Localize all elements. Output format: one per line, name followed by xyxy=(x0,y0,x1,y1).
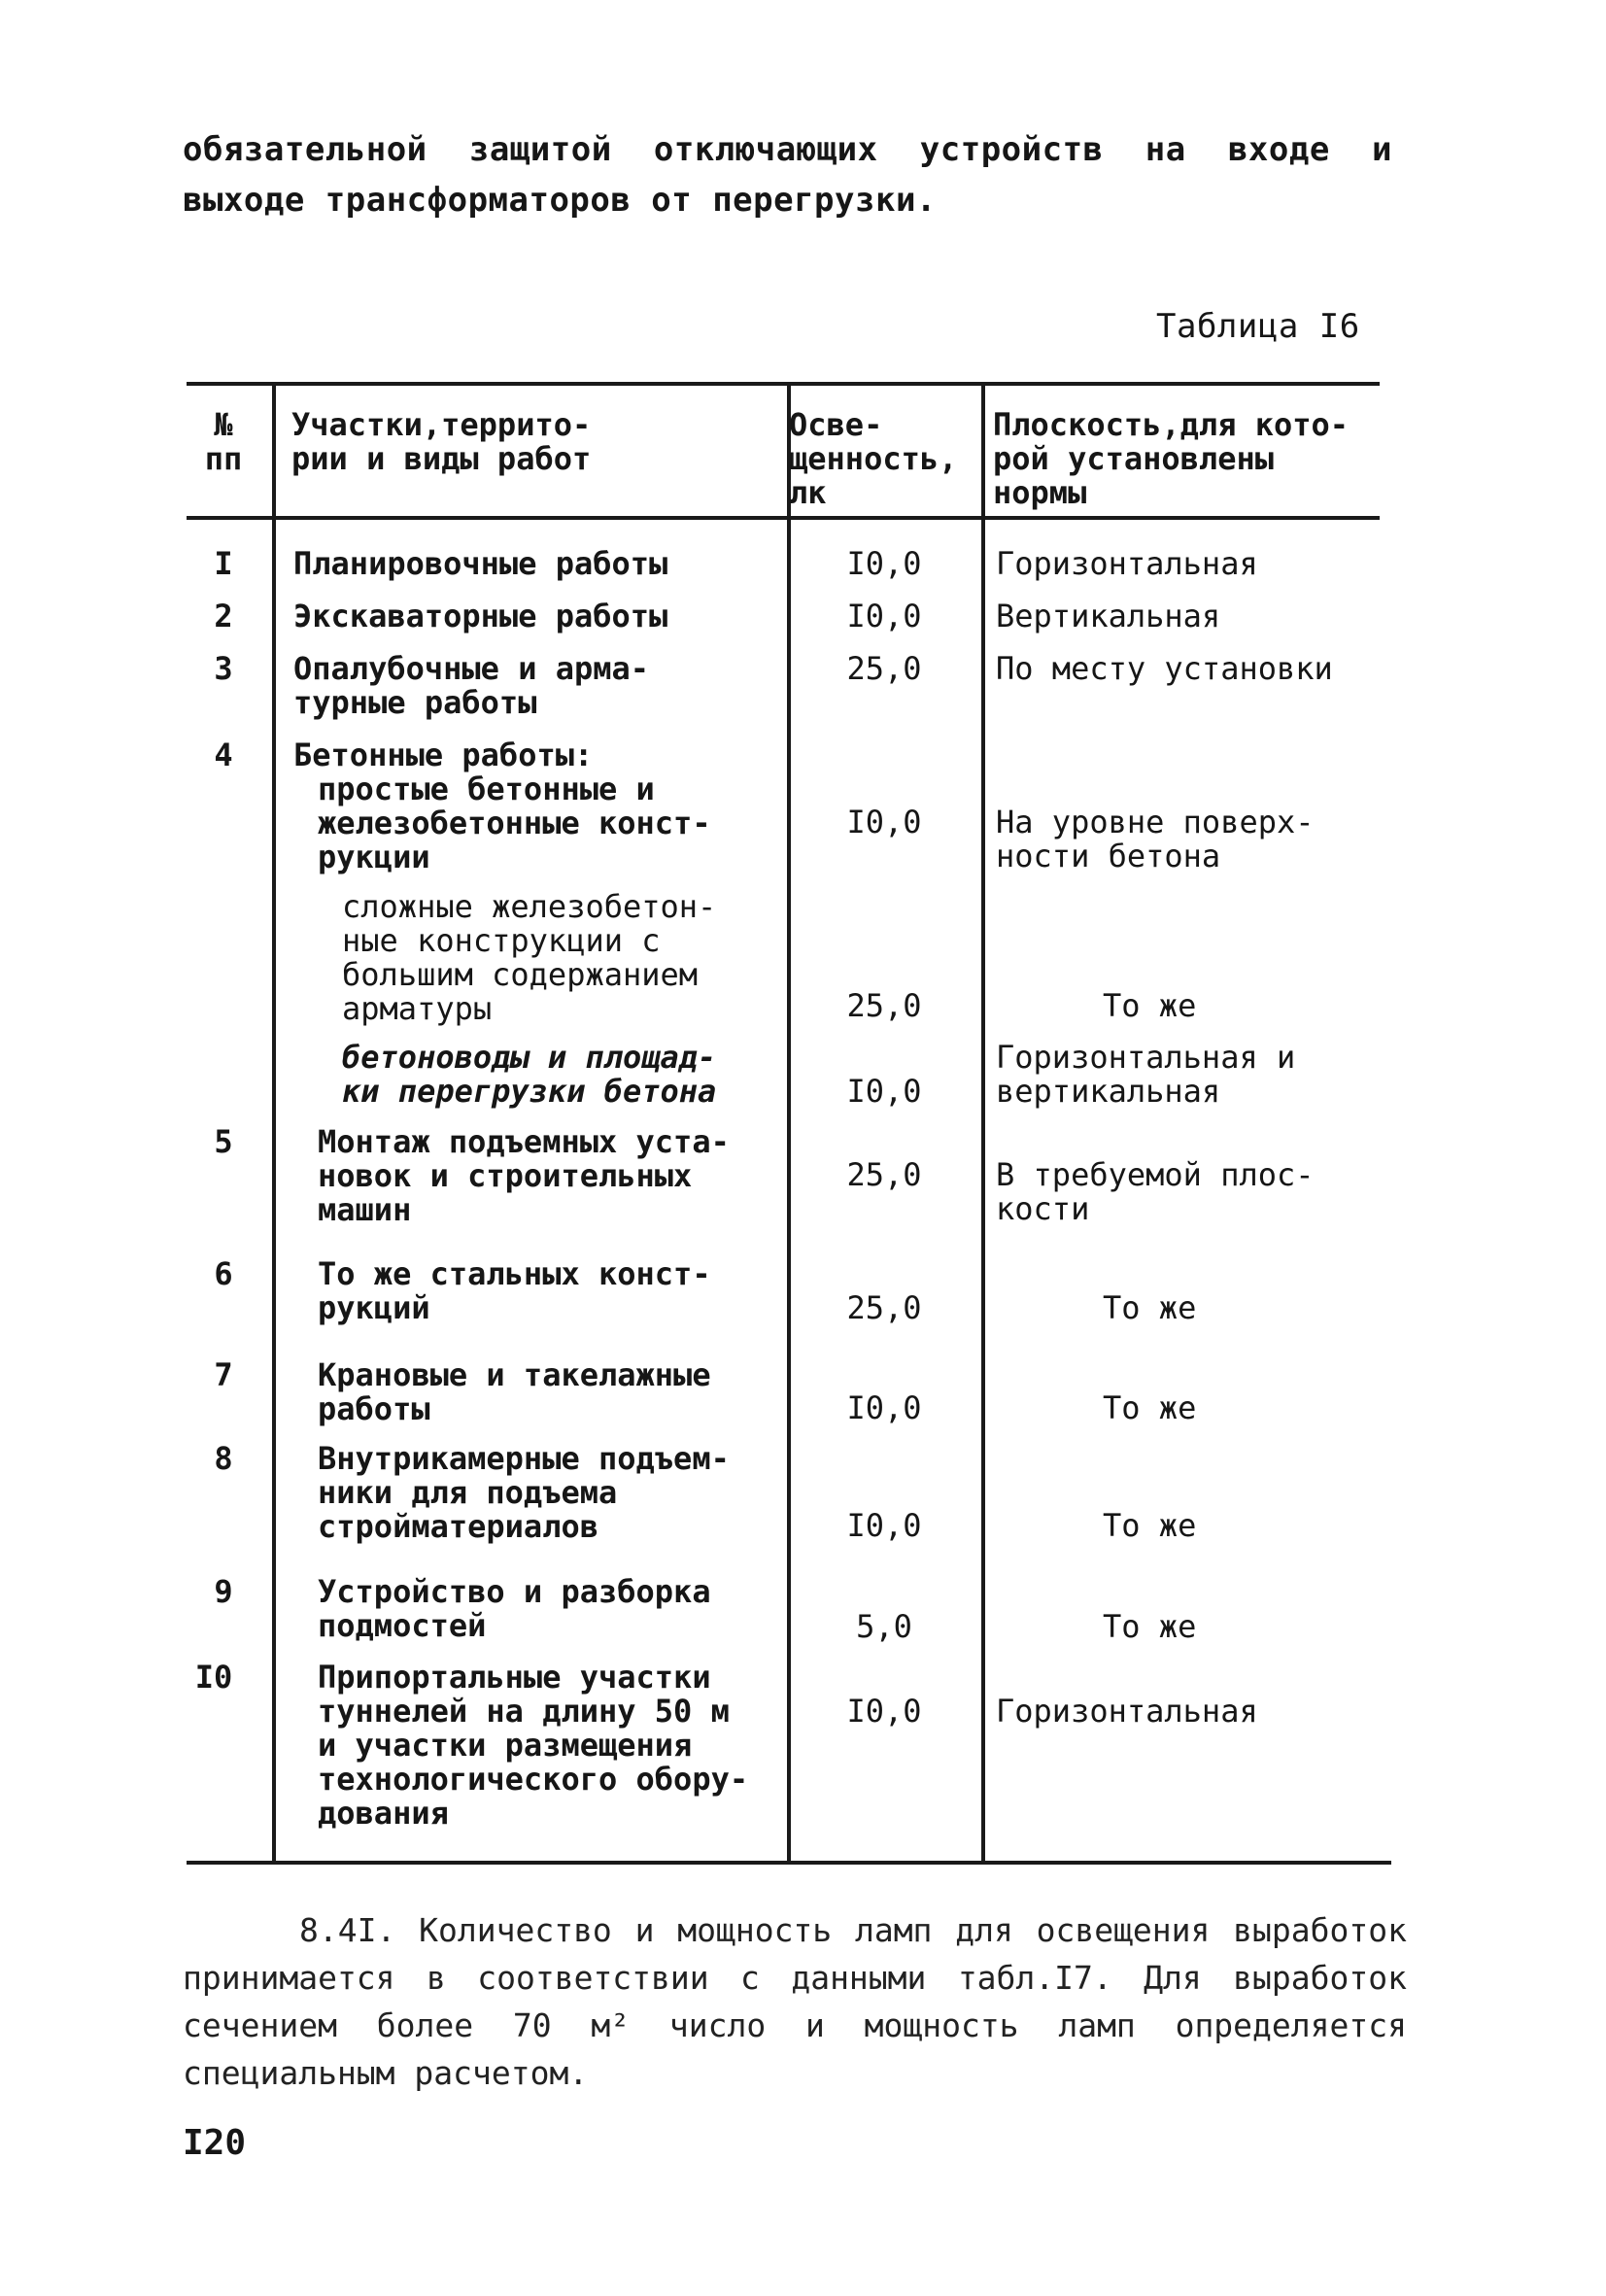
row-4c-plane: Горизонтальная и вертикальная xyxy=(996,1039,1296,1110)
row-4a-area: простые бетонные и железобетонные конст- рукции xyxy=(318,771,711,875)
row-3-plane: По месту установки xyxy=(996,650,1333,687)
table-col-divider-1 xyxy=(272,382,276,1861)
header-illumination: Осве- щенность, лк xyxy=(789,406,958,511)
page-number: I20 xyxy=(183,2123,247,2163)
row-5-plane: В требуемой плос- кости xyxy=(996,1156,1315,1227)
row-1-plane: Горизонтальная xyxy=(996,545,1258,582)
table-caption: Таблица I6 xyxy=(1156,307,1360,346)
row-7-num: 7 xyxy=(214,1356,233,1393)
row-5-area: Монтаж подъемных уста- новок и строительных машин xyxy=(318,1123,730,1228)
row-4b-illum: 25,0 xyxy=(846,987,922,1024)
table-top-rule xyxy=(187,382,1380,386)
row-8-num: 8 xyxy=(214,1440,233,1477)
row-1-num: I xyxy=(214,545,233,582)
paragraph-8-41: 8.4I. Количество и мощность ламп для освещения выработок принимается в соответствии с данными табл.I7. Для выработок сечением более 70 м² число и мощность ламп определяется специальным расчетом. xyxy=(183,1911,1407,2092)
table-header-rule xyxy=(187,516,1380,520)
table-col-divider-2 xyxy=(787,382,791,1861)
row-10-plane: Горизонтальная xyxy=(996,1693,1258,1730)
row-4c-illum: I0,0 xyxy=(846,1073,922,1110)
row-10-num: I0 xyxy=(194,1659,233,1696)
row-2-area: Экскаваторные работы xyxy=(293,598,668,634)
header-plane: Плоскость,для кото- рой установлены нормы xyxy=(993,406,1350,511)
row-6-plane: То же xyxy=(1103,1289,1197,1326)
row-3-illum: 25,0 xyxy=(846,650,922,687)
row-4a-illum: I0,0 xyxy=(846,804,922,840)
row-5-illum: 25,0 xyxy=(846,1156,922,1193)
row-1-area: Планировочные работы xyxy=(293,545,668,582)
row-8-illum: I0,0 xyxy=(846,1507,922,1544)
row-1-illum: I0,0 xyxy=(846,545,922,582)
row-4-num: 4 xyxy=(214,737,233,773)
row-4a-plane: На уровне поверх- ности бетона xyxy=(996,804,1315,874)
table-col-divider-3 xyxy=(981,382,985,1861)
row-9-num: 9 xyxy=(214,1573,233,1610)
row-2-illum: I0,0 xyxy=(846,598,922,634)
row-8-plane: То же xyxy=(1103,1507,1197,1544)
row-5-num: 5 xyxy=(214,1123,233,1160)
row-2-num: 2 xyxy=(214,598,233,634)
row-6-illum: 25,0 xyxy=(846,1289,922,1326)
row-10-area: Припортальные участки туннелей на длину 50 м и участки размещения технологического обору- дования xyxy=(318,1659,749,1832)
row-3-num: 3 xyxy=(214,650,233,687)
row-6-area: То же стальных конст- рукций xyxy=(318,1255,711,1326)
row-7-area: Крановые и такелажные работы xyxy=(318,1356,711,1427)
row-2-plane: Вертикальная xyxy=(996,598,1221,634)
header-area: Участки,террито- рии и виды работ xyxy=(291,406,592,477)
row-4-area: Бетонные работы: xyxy=(293,737,594,773)
table-bottom-rule xyxy=(187,1861,1391,1865)
row-6-num: 6 xyxy=(214,1255,233,1292)
row-8-area: Внутрикамерные подъем- ники для подъема стройматериалов xyxy=(318,1440,730,1545)
header-num: № пп xyxy=(204,406,243,477)
row-7-plane: То же xyxy=(1103,1389,1197,1426)
row-4c-area: бетоноводы и площад- ки перегрузки бетона xyxy=(342,1039,717,1110)
row-9-area: Устройство и разборка подмостей xyxy=(318,1573,711,1644)
row-7-illum: I0,0 xyxy=(846,1389,922,1426)
row-10-illum: I0,0 xyxy=(846,1693,922,1730)
intro-text: обязательной защитой отключающих устройств на входе и выходе трансформаторов от перегрузки. xyxy=(183,130,1392,220)
row-3-area: Опалубочные и арма- турные работы xyxy=(293,650,650,721)
row-9-plane: То же xyxy=(1103,1608,1197,1645)
row-4b-area: сложные железобетон- ные конструкции с большим содержанием арматуры xyxy=(342,888,717,1027)
row-4b-plane: То же xyxy=(1103,987,1197,1024)
row-9-illum: 5,0 xyxy=(856,1608,912,1645)
